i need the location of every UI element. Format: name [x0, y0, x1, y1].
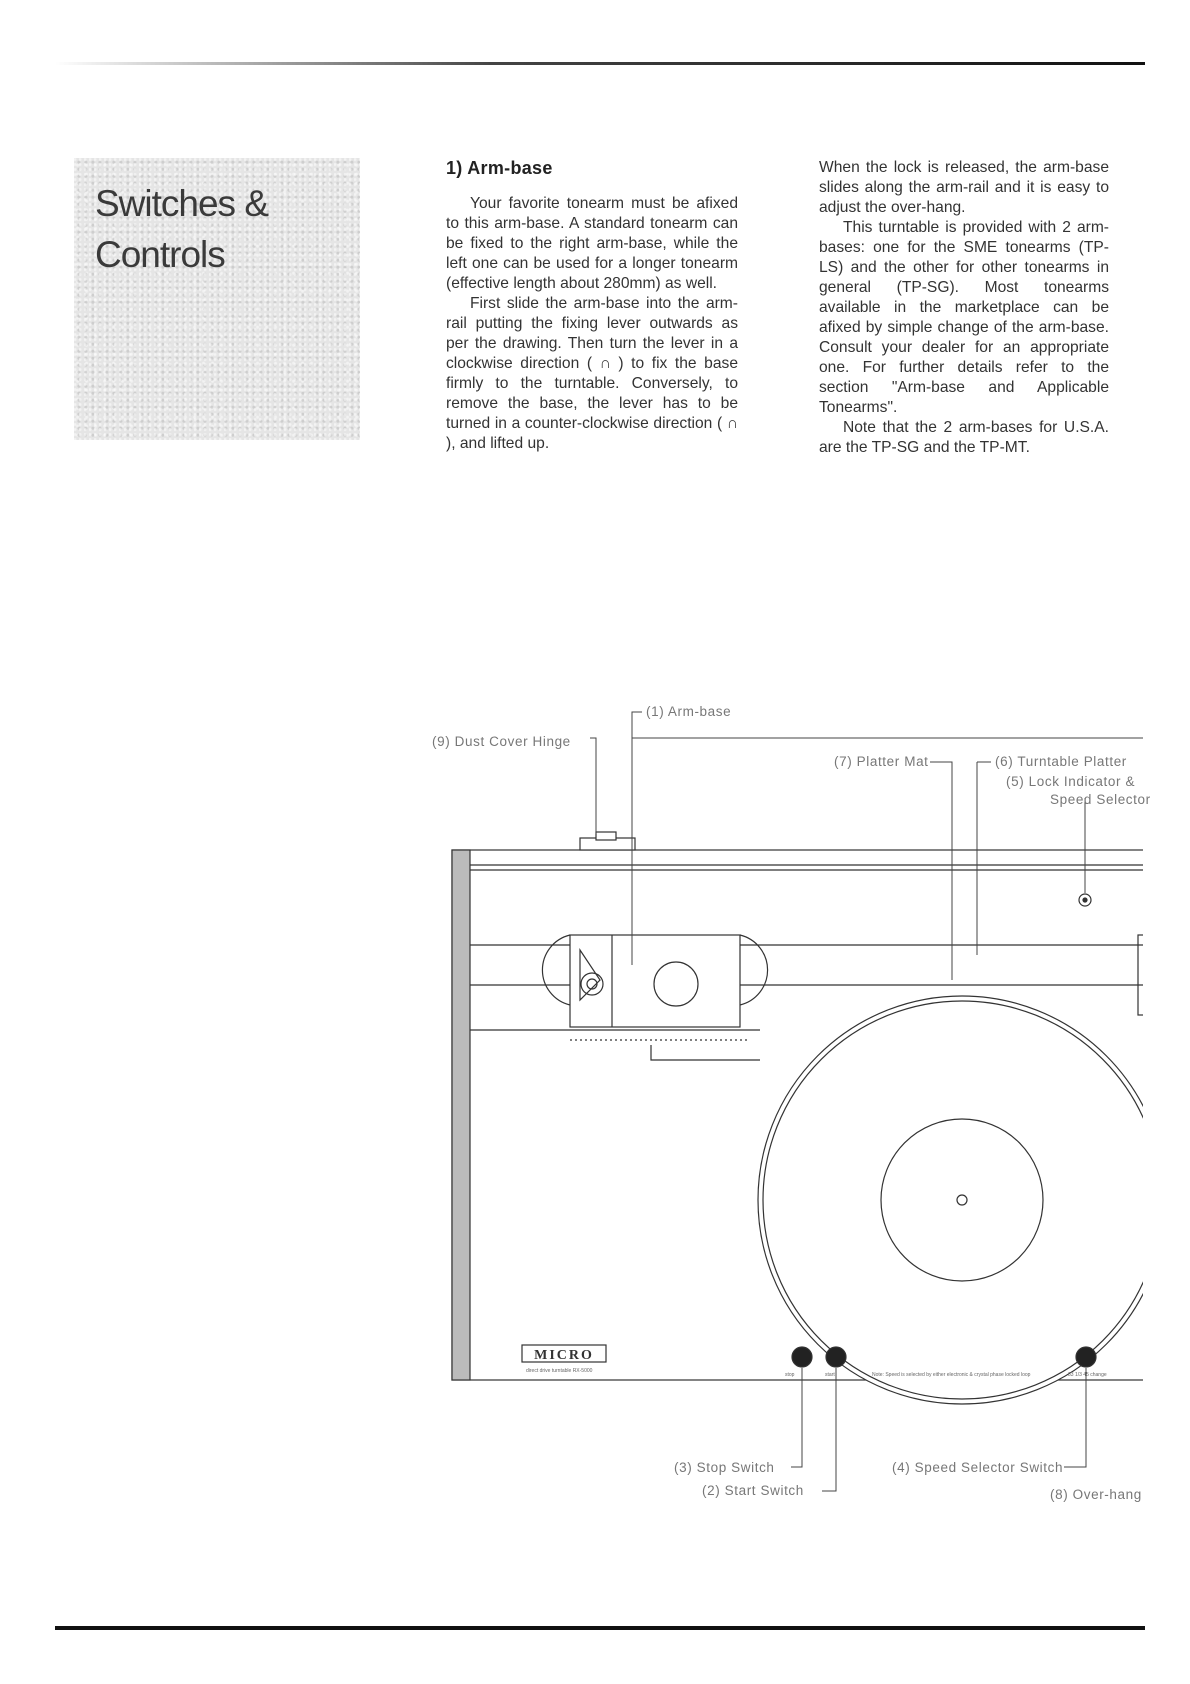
page-title-line-1: Switches & [95, 183, 269, 224]
page-title-line-2: Controls [95, 234, 225, 275]
speed-caption: 33 1/3 45 change [1068, 1372, 1107, 1378]
wood-side-panel [452, 850, 470, 1380]
section-heading: 1) Arm-base [446, 158, 553, 178]
brand-subtitle: direct drive turntable RX-5000 [526, 1368, 593, 1374]
brand-logo: MICRO [534, 1348, 594, 1363]
label-platter-mat: (7) Platter Mat [834, 754, 929, 769]
label-dust-cover-hinge: (9) Dust Cover Hinge [432, 734, 571, 749]
label-turntable-platter: (6) Turntable Platter [995, 754, 1127, 769]
bottom-rule [55, 1626, 1145, 1630]
turntable-platter [758, 996, 1166, 1404]
paragraph: First slide the arm-base into the arm-rail putting the fixing lever outwards as per the drawing. Then turn the lever in a clockwise direction ( ∩ ) to fix the base firmly to the turntable. Conversely, to remove the base, the lever has to be turned in a counter-clockwise direction ( ∩ ), and lifted up. [446, 295, 738, 452]
label-stop-switch: (3) Stop Switch [674, 1460, 775, 1475]
paragraph: Your favorite tonearm must be afixed to this arm-base. A standard tonearm can be fixed to the right arm-base, while the left one can be used for a longer tonearm (effective length about 280mm) as well. [446, 195, 738, 292]
start-caption: start [825, 1372, 835, 1378]
panel-note: Note: Speed is selected by either electronic & crystal phase locked loop [872, 1372, 1031, 1378]
paragraph: When the lock is released, the arm-base slides along the arm-rail and it is easy to adjust the over-hang. [819, 159, 1109, 216]
label-arm-base: (1) Arm-base [646, 704, 732, 719]
label-lock-indicator: (5) Lock Indicator & [1006, 774, 1136, 789]
start-switch[interactable] [826, 1347, 846, 1367]
paragraph: Note that the 2 arm-bases for U.S.A. are the TP-SG and the TP-MT. [819, 419, 1109, 456]
stop-caption: stop [785, 1372, 795, 1378]
paragraph: This turntable is provided with 2 arm-bases: one for the SME tonearms (TP-LS) and the other for other tonearms in general (TP-SG). Most tonearms available in the marketplace can be afixed by simple change of the arm-base. Consult your dealer for an appropriate one. For further details refer to the section "Arm-base and Applicable Tonearms". [819, 219, 1109, 416]
label-speed-selector-cont: Speed Selector [1050, 792, 1151, 807]
label-over-hang: (8) Over-hang [1050, 1487, 1142, 1502]
stop-switch[interactable] [792, 1347, 812, 1367]
label-speed-selector-switch: (4) Speed Selector Switch [892, 1460, 1064, 1475]
speed-selector-switch[interactable] [1076, 1347, 1096, 1367]
label-start-switch: (2) Start Switch [702, 1483, 804, 1498]
